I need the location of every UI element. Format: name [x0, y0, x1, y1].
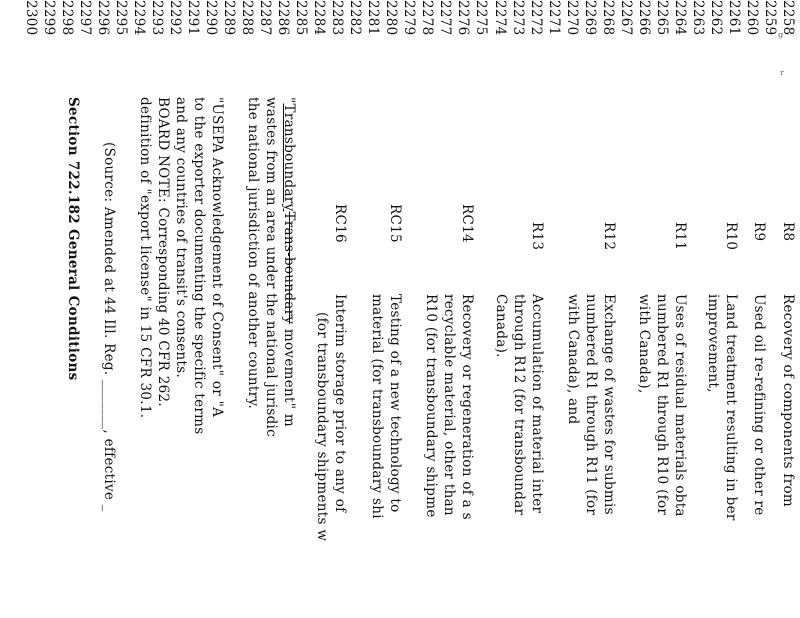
section-heading: Section 722.182 General Conditions	[65, 97, 81, 381]
line-number: 2266	[635, 0, 652, 36]
r13-line-3: Canada).	[493, 294, 509, 358]
r8-line-1: Recovery of components from	[780, 294, 796, 508]
code-r9: R9	[751, 222, 767, 242]
line-number: 2264	[671, 0, 688, 36]
r13-line-1: Accumulation of material inter	[529, 294, 545, 514]
transboundary-definition-line-1: "TransboundaryTrans-boundary movement" m	[281, 97, 297, 427]
line-number: 2285	[293, 0, 310, 36]
line-number: 2262	[707, 0, 724, 36]
line-number: 2286	[275, 0, 292, 36]
line-number: 2265	[653, 0, 670, 36]
r11-line-3: with Canada),	[636, 294, 652, 394]
code-rc15: RC15	[387, 204, 403, 243]
rc16-line-1: Interim storage prior to any of	[332, 294, 348, 513]
line-number: 2273	[509, 0, 526, 36]
line-number: 2300	[22, 0, 39, 36]
line-number: 2259	[761, 0, 778, 36]
r11-line-2: numbered R1 through R10 (for	[654, 294, 670, 516]
code-rc14: RC14	[459, 204, 475, 243]
rc15-line-2: material (for transboundary shi	[369, 294, 385, 519]
r12-line-3: with Canada), and	[565, 294, 581, 425]
line-number: 2283	[329, 0, 346, 36]
usepa-definition-line-1: "USEPA Acknowledgement of Consent" or "A	[209, 97, 225, 418]
line-number: 2261	[725, 0, 742, 36]
code-r12: R12	[601, 222, 617, 251]
line-number: 2271	[545, 0, 562, 36]
source-note: (Source: Amended at 44 Ill. Reg. _______, effective _	[101, 142, 117, 512]
line-number: 2297	[76, 0, 93, 36]
line-number: 2281	[365, 0, 382, 36]
r9-line-1: Used oil re-refining or other re	[751, 294, 767, 516]
line-number: 2293	[148, 0, 165, 36]
line-number: 2287	[257, 0, 274, 36]
line-number: 2275	[473, 0, 490, 36]
code-r11: R11	[672, 222, 688, 251]
r11-line-1: Uses of residual materials obta	[672, 294, 688, 517]
rc15-line-1: Testing of a new technology to	[387, 294, 403, 513]
code-r8: R8	[780, 222, 796, 242]
usepa-definition-line-3: and any countries of transit's consents.	[173, 97, 189, 379]
line-number: 2290	[203, 0, 220, 36]
line-number: 2279	[401, 0, 418, 36]
line-number: 2274	[491, 0, 508, 36]
line-number: 2284	[311, 0, 328, 36]
line-number: 2276	[455, 0, 472, 36]
line-number: 2269	[581, 0, 598, 36]
line-number: 2295	[112, 0, 129, 36]
rc14-line-2: recyclable material, other than	[441, 294, 457, 516]
r10-line-2: improvement,	[705, 294, 721, 393]
line-number: 2299	[40, 0, 57, 36]
line-number: 2280	[383, 0, 400, 36]
r10-line-1: Land treatment resulting in ber	[723, 294, 739, 521]
line-number: 2282	[347, 0, 364, 36]
edge-mark: ʳ	[780, 68, 785, 83]
rc16-line-2: (for transboundary shipments w	[314, 312, 330, 542]
edge-mark: ᵍ	[778, 30, 784, 45]
r13-line-2: through R12 (for transboundar	[511, 294, 527, 516]
line-number: 2294	[130, 0, 147, 36]
r12-line-2: numbered R1 through R11 (for	[583, 294, 599, 516]
r12-line-1: Exchange of wastes for submis	[601, 294, 617, 515]
line-number: 2277	[437, 0, 454, 36]
line-number: 2268	[599, 0, 616, 36]
board-note-line-2: definition of "export license" in 15 CFR 30.1.	[137, 97, 153, 419]
line-number: 2298	[58, 0, 75, 36]
rc14-line-3: R10 (for transboundary shipme	[423, 294, 439, 518]
usepa-definition-line-2: to the exporter documenting the specific terms	[191, 97, 207, 435]
line-number: 2260	[743, 0, 760, 36]
line-number: 2267	[617, 0, 634, 36]
line-number: 2289	[221, 0, 238, 36]
board-note-line-1: BOARD NOTE: Corresponding 40 CFR 262.	[155, 97, 171, 407]
code-r13: R13	[529, 222, 545, 251]
code-rc16: RC16	[332, 204, 348, 243]
line-number: 2288	[239, 0, 256, 36]
code-r10: R10	[723, 222, 739, 251]
rc14-line-1: Recovery or regeneration of a s	[459, 294, 475, 520]
line-number: 2272	[527, 0, 544, 36]
line-number: 2296	[94, 0, 111, 36]
transboundary-definition-line-2: wastes from an area under the national jurisdic	[263, 97, 279, 438]
line-number: 2278	[419, 0, 436, 36]
line-number: 2270	[563, 0, 580, 36]
line-number: 2291	[185, 0, 202, 36]
line-number: 2292	[166, 0, 183, 36]
transboundary-definition-line-3: the national jurisdiction of another country.	[245, 97, 261, 410]
line-number: 2263	[689, 0, 706, 36]
line-number: 2258	[780, 0, 796, 36]
